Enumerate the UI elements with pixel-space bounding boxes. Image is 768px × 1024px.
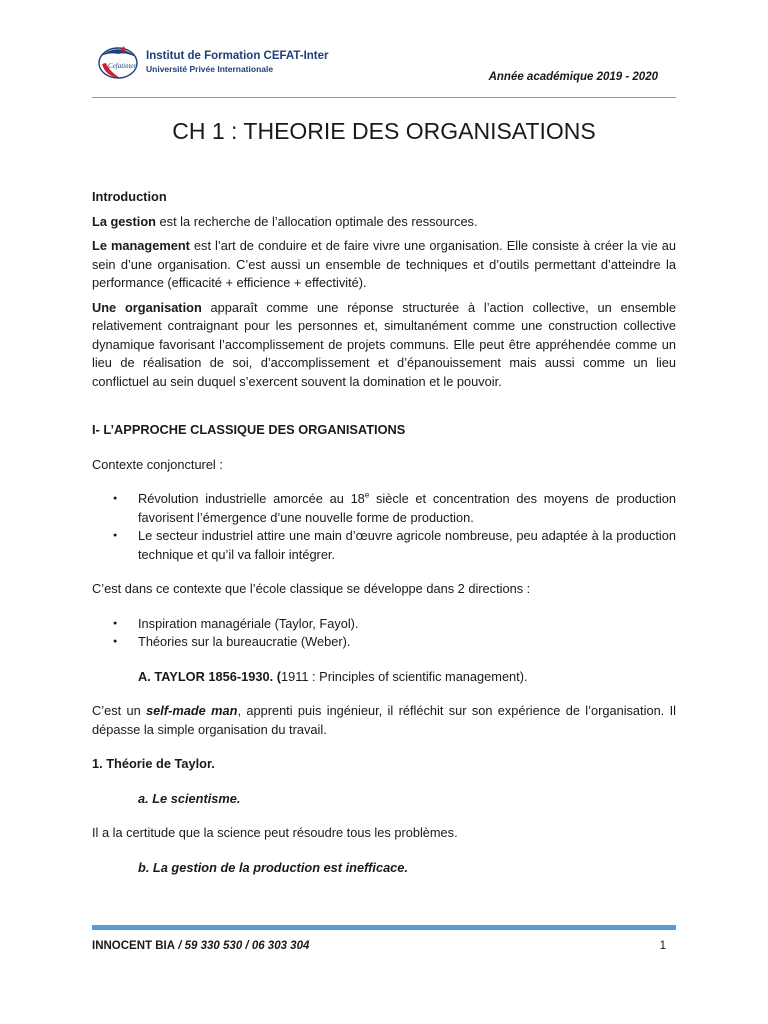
list-item: ● Inspiration managériale (Taylor, Fayol). bbox=[92, 615, 676, 634]
theory-heading: 1. Théorie de Taylor. bbox=[92, 756, 215, 771]
scientisme-text: Il a la certitude que la science peut résoudre tous les problèmes. bbox=[92, 825, 458, 840]
institute-name: Institut de Formation CEFAT-Inter bbox=[146, 50, 329, 62]
context-sentence: C’est dans ce contexte que l’école classique se développe dans 2 directions : bbox=[92, 581, 531, 596]
academic-year: Année académique 2019 - 2020 bbox=[488, 71, 658, 83]
footer-bar bbox=[92, 925, 676, 930]
page-number: 1 bbox=[659, 940, 666, 952]
svg-text:Cefatinter: Cefatinter bbox=[108, 62, 137, 70]
list-item: ● Le secteur industriel attire une main d’œuvre agricole nombreuse, peu adaptée à la production technique et qu’il va falloir intégrer. bbox=[92, 527, 676, 564]
gestion-paragraph: La gestion est la recherche de l’allocation optimale des ressources. bbox=[92, 213, 478, 229]
gestion-term: La gestion bbox=[92, 213, 156, 229]
list-item: ● Révolution industrielle amorcée au 18e siècle et concentration des moyens de production favorisent l’émergence d’une nouvelle forme de production. bbox=[92, 490, 676, 527]
taylor-paragraph: C’est un self-made man, apprenti puis ingénieur, il réfléchit sur son expérience de l’organisation. Il dépasse la simple organisation du travail. bbox=[92, 703, 676, 737]
footer-author-line: INNOCENT BIA / 59 330 530 / 06 303 304 bbox=[92, 940, 310, 952]
subheading-gestion-production: b. La gestion de la production est inefficace. bbox=[138, 859, 408, 875]
header-rule bbox=[92, 97, 676, 98]
intro-heading: Introduction bbox=[92, 189, 167, 204]
page-title: CH 1 : THEORIE DES ORGANISATIONS bbox=[172, 118, 596, 144]
institute-subtitle: Université Privée Internationale bbox=[146, 64, 274, 74]
management-paragraph: Le management est l’art de conduire et de faire vivre une organisation. Elle consiste à créer la vie au sein d’une organisation. C’est aussi un ensemble de techniques et d’outils permettant d’atteindre la performance (efficacité + efficience + effectivité). bbox=[92, 238, 676, 290]
context-bullet-list bbox=[92, 490, 676, 564]
subheading-scientisme: a. Le scientisme. bbox=[138, 790, 241, 806]
cefat-logo-icon bbox=[96, 44, 140, 80]
list-item: ● Théories sur la bureaucratie (Weber). bbox=[92, 633, 676, 652]
self-made-man-term: self-made man bbox=[146, 703, 238, 718]
context-label: Contexte conjoncturel : bbox=[92, 456, 223, 472]
organisation-paragraph: Une organisation apparaît comme une réponse structurée à l’action collective, un ensemble relativement contraignant pour les personnes et, simultanément comme une construction collective dynamique favorisant l’accomplissement de projets communs. Elle peut être appréhendée comme un lieu de réalisation de soi, d’accomplissement et d’épanouissement mais aussi comme un lieu conflictuel au sein duquel s’exercent souvent la domination et le pouvoir. bbox=[92, 299, 676, 389]
directions-list bbox=[92, 615, 676, 652]
document-body bbox=[92, 188, 676, 877]
management-term: Le management bbox=[92, 238, 190, 253]
taylor-heading: A. TAYLOR 1856-1930. (1911 : Principles of scientific management). bbox=[138, 668, 528, 684]
organisation-term: Une organisation bbox=[92, 299, 202, 315]
section-heading: I- L’APPROCHE CLASSIQUE DES ORGANISATIONS bbox=[92, 422, 406, 437]
